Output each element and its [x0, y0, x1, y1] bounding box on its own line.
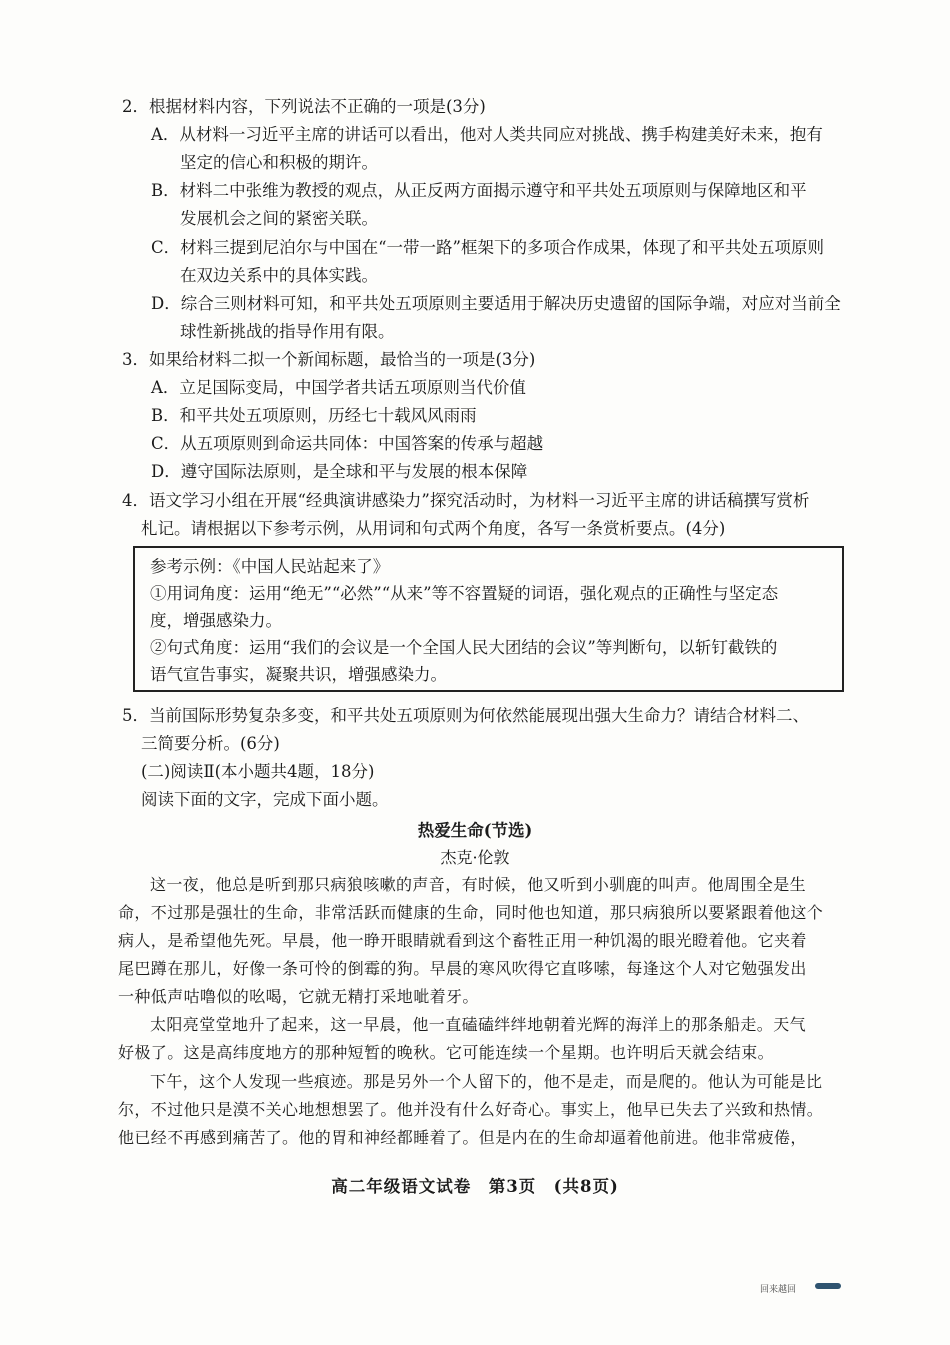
p2-line-2: 好极了。这是高纬度地方的那种短暂的晚秋。它可能连续一个星期。也许明后天就会结束。	[118, 1043, 775, 1062]
q2-option-b: B．材料二中张维为教授的观点，从正反两方面揭示遵守和平共处五项原则与保障地区和平	[151, 181, 807, 200]
reference-example-box	[133, 546, 844, 692]
p3-line-2: 尔，不过他只是漠不关心地想想罢了。他并没有什么好奇心。事实上，他早已失去了兴致和热情。	[118, 1100, 824, 1119]
q4-stem-cont: 札记。请根据以下参考示例，从用词和句式两个角度，各写一条赏析要点。(4分)	[141, 519, 726, 538]
p3-line-1: 下午，这个人发现一些痕迹。那是另外一个人留下的，他不是走，而是爬的。他认为可能是比	[150, 1072, 823, 1091]
p3-line-3: 他已经不再感到痛苦了。他的胃和神经都睡着了。但是内在的生命却逼着他前进。他非常疲倦，	[118, 1128, 807, 1147]
section-heading: (二)阅读Ⅱ(本小题共4题，18分)	[141, 762, 375, 781]
q2-stem: 2．根据材料内容，下列说法不正确的一项是(3分)	[122, 97, 486, 116]
p1-line-2: 命，不过那是强壮的生命，非常活跃而健康的生命，同时他也知道，那只病狼所以要紧跟着他这个	[118, 903, 824, 922]
q4-stem: 4．语文学习小组在开展“经典演讲感染力”探究活动时，为材料一习近平主席的讲话稿撰写赏析	[122, 491, 810, 510]
article-title: 热爱生命(节选)	[417, 821, 533, 840]
q2-option-a-cont: 坚定的信心和积极的期许。	[180, 153, 378, 172]
p1-line-1: 这一夜，他总是听到那只病狼咳嗽的声音，有时候，他又听到小驯鹿的叫声。他周围全是生	[150, 875, 807, 894]
box-line-4: ②句式角度：运用“我们的会议是一个全国人民大团结的会议”等判断句，以斩钉截铁的	[150, 638, 778, 657]
q3-option-a: A．立足国际变局，中国学者共话五项原则当代价值	[151, 378, 526, 397]
p1-line-4: 尾巴蹲在那儿，好像一条可怜的倒霉的狗。早晨的寒风吹得它直哆嗦，每逢这个人对它勉强发出	[118, 959, 807, 978]
article-author: 杰克·伦敦	[440, 848, 510, 867]
section-instruction: 阅读下面的文字，完成下面小题。	[141, 790, 389, 809]
q5-stem-cont: 三简要分析。(6分)	[141, 734, 280, 753]
q3-option-c: C．从五项原则到命运共同体：中国答案的传承与超越	[151, 434, 544, 453]
q3-option-b: B．和平共处五项原则，历经七十载风风雨雨	[151, 406, 477, 425]
q3-stem: 3．如果给材料二拟一个新闻标题，最恰当的一项是(3分)	[122, 350, 536, 369]
q5-stem: 5．当前国际形势复杂多变，和平共处五项原则为何依然能展现出强大生命力？请结合材料二、	[122, 706, 809, 725]
q2-option-a: A．从材料一习近平主席的讲话可以看出，他对人类共同应对挑战、携手构建美好未来，抱有	[151, 125, 823, 144]
box-line-1: 参考示例：《中国人民站起来了》	[150, 557, 390, 576]
corner-mark: 回来越回	[760, 1285, 797, 1295]
p1-line-3: 病人，是希望他先死。早晨，他一睁开眼睛就看到这个畜牲正用一种饥渴的眼光瞪着他。它夹着	[118, 931, 807, 950]
q2-option-c: C．材料三提到尼泊尔与中国在“一带一路”框架下的多项合作成果，体现了和平共处五项原则	[151, 238, 824, 257]
q2-option-b-cont: 发展机会之间的紧密关联。	[180, 209, 378, 228]
box-line-5: 语气宣告事实，凝聚共识，增强感染力。	[150, 665, 447, 684]
page-footer: 高二年级语文试卷 第3页 (共8页)	[331, 1177, 619, 1196]
box-line-2: ①用词角度：运用“绝无”“必然”“从来”等不容置疑的词语，强化观点的正确性与坚定态	[150, 584, 779, 603]
q2-option-d-cont: 球性新挑战的指导作用有限。	[180, 322, 395, 341]
q2-option-d: D．综合三则材料可知，和平共处五项原则主要适用于解决历史遗留的国际争端，对应对当前全	[151, 294, 841, 313]
corner-mark-bar	[815, 1283, 841, 1289]
q3-option-d: D．遵守国际法原则，是全球和平与发展的根本保障	[151, 462, 528, 481]
q2-option-c-cont: 在双边关系中的具体实践。	[180, 266, 378, 285]
p2-line-1: 太阳亮堂堂地升了起来，这一早晨，他一直磕磕绊绊地朝着光辉的海洋上的那条船走。天气	[150, 1015, 807, 1034]
p1-line-5: 一种低声咕噜似的吆喝，它就无精打采地呲着牙。	[118, 987, 479, 1006]
box-line-3: 度，增强感染力。	[150, 611, 282, 630]
